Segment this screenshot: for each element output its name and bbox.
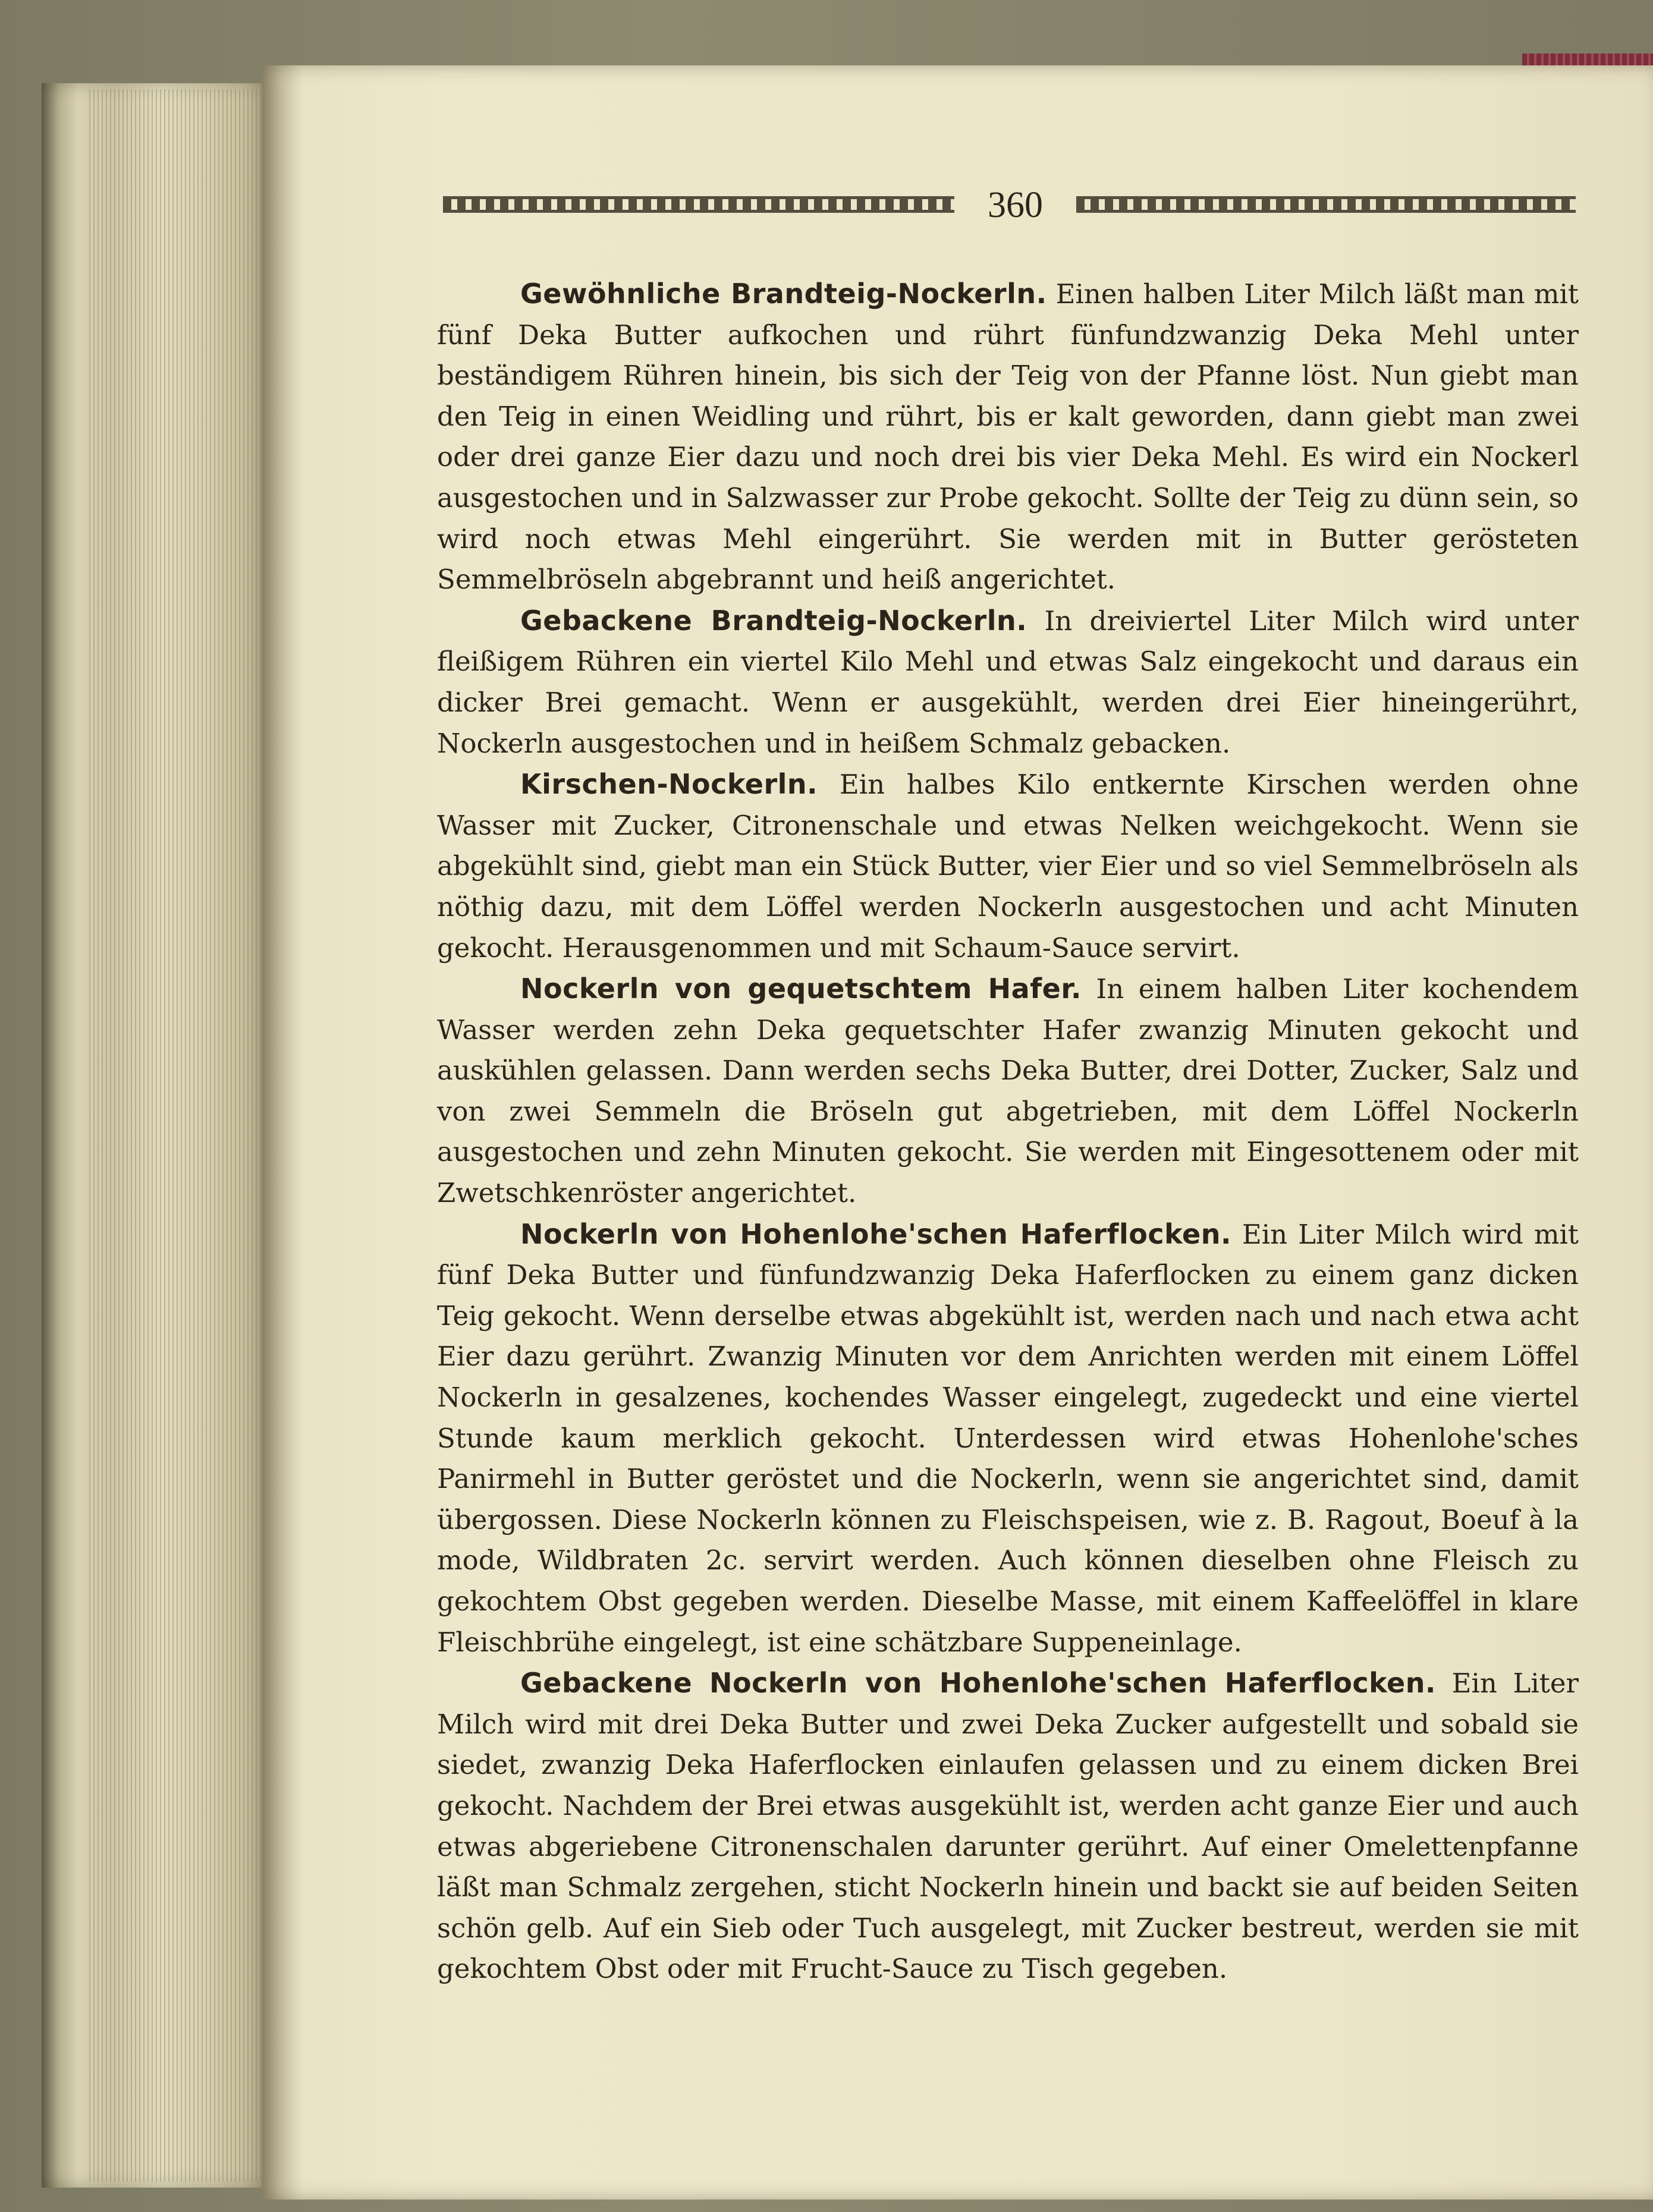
recipe-paragraph bbox=[437, 600, 1579, 764]
recipe-body: Ein Liter Milch wird mit fünf Deka Butter und fünfundzwanzig Deka Haferflocken zu einem ganz dicken Teig gekocht. Wenn derselbe etwas abgekühlt ist, werden nach und nach etwa acht Eier dazu gerührt. Zwanzig Minuten vor dem Anrichten werden mit einem Löffel Nockerln in gesalzenes, kochendes Wasser eingelegt, zugedeckt und eine viertel Stunde kaum merklich gekocht. Unterdessen wird etwas Hohenlohe'sches Panirmehl in Butter geröstet und die Nockerln, wenn sie angerichtet sind, damit übergossen. Diese Nockerln können zu Fleischspeisen, wie z. B. Ragout, Boeuf à la mode, Wildbraten 2c. servirt werden. Auch können dieselben ohne Fleisch zu gekochtem Obst gegeben werden. Dieselbe Masse, mit einem Kaffeelöffel in klare Fleischbrühe eingelegt, ist eine schätzbare Suppeneinlage. bbox=[437, 1218, 1579, 1658]
recipe-paragraph bbox=[437, 1214, 1579, 1663]
page-edges bbox=[89, 89, 262, 2182]
recipe-title: Gebackene Brandteig-Nockerln. bbox=[520, 604, 1027, 637]
recipe-title: Kirschen-Nockerln. bbox=[520, 768, 818, 801]
page-number: 360 bbox=[988, 185, 1043, 225]
recipe-text bbox=[437, 273, 1579, 1990]
recipe-paragraph bbox=[437, 1663, 1579, 1990]
recipe-title: Nockerln von gequetschtem Hafer. bbox=[520, 973, 1082, 1005]
recipe-body: Einen halben Liter Milch läßt man mit fünf Deka Butter aufkochen und rührt fünfundzwanzig Deka Mehl unter beständigem Rühren hinein, bis sich der Teig von der Pfanne löst. Nun giebt man den Teig in einen Weidling und rührt, bis er kalt geworden, dann giebt man zwei oder drei ganze Eier dazu und noch drei bis vier Deka Mehl. Es wird ein Nockerl ausgestochen und in Salzwasser zur Probe gekocht. Sollte der Teig zu dünn sein, so wird noch etwas Mehl eingerührt. Sie werden mit in Butter gerösteten Semmelbröseln abgebrannt und heiß angerichtet. bbox=[437, 278, 1579, 596]
ornament-rule-right bbox=[1076, 196, 1576, 213]
recipe-paragraph bbox=[437, 273, 1579, 600]
recipe-body: In dreiviertel Liter Milch wird unter fleißigem Rühren ein viertel Kilo Mehl und etwas Salz eingekocht und daraus ein dicker Brei gemacht. Wenn er ausgekühlt, werden drei Eier hineingerührt, Nockerln ausgestochen und in heißem Schmalz gebacken. bbox=[437, 605, 1579, 759]
gutter-shadow bbox=[262, 65, 303, 2200]
recipe-paragraph bbox=[437, 764, 1579, 968]
recipe-body: In einem halben Liter kochendem Wasser werden zehn Deka gequetschter Hafer zwanzig Minuten gekocht und auskühlen gelassen. Dann werden sechs Deka Butter, drei Dotter, Zucker, Salz und von zwei Semmeln die Bröseln gut abgetrieben, mit dem Löffel Nockerln ausgestochen und zehn Minuten gekocht. Sie werden mit Eingesottenem oder mit Zwetschkenröster angerichtet. bbox=[437, 973, 1579, 1209]
recipe-body: Ein halbes Kilo entkernte Kirschen werden ohne Wasser mit Zucker, Citronenschale und etwas Nelken weichgekocht. Wenn sie abgekühlt sind, giebt man ein Stück Butter, vier Eier und so viel Semmelbröseln als nöthig dazu, mit dem Löffel werden Nockerln ausgestochen und acht Minuten gekocht. Herausgenommen und mit Schaum-Sauce servirt. bbox=[437, 769, 1579, 964]
recipe-title: Nockerln von Hohenlohe'schen Haferflocken. bbox=[520, 1217, 1231, 1250]
page-header bbox=[443, 178, 1576, 232]
recipe-paragraph bbox=[437, 968, 1579, 1214]
ornament-rule-left bbox=[443, 196, 954, 213]
recipe-body: Ein Liter Milch wird mit drei Deka Butter und zwei Deka Zucker aufgestellt und sobald sie siedet, zwanzig Deka Haferflocken einlaufen gelassen und zu einem dicken Brei gekocht. Nachdem der Brei etwas ausgekühlt ist, werden acht ganze Eier und auch etwas abgeriebene Citronenschalen darunter gerührt. Auf einer Omelettenpfanne läßt man Schmalz zergehen, sticht Nockerln hinein und backt sie auf beiden Seiten schön gelb. Auf ein Sieb oder Tuch ausgelegt, mit Zucker bestreut, werden sie mit gekochtem Obst oder mit Frucht-Sauce zu Tisch gegeben. bbox=[437, 1667, 1579, 1985]
recipe-title: Gebackene Nockerln von Hohenlohe'schen Haferflocken. bbox=[520, 1667, 1436, 1700]
recipe-title: Gewöhnliche Brandteig-Nockerln. bbox=[520, 278, 1047, 310]
